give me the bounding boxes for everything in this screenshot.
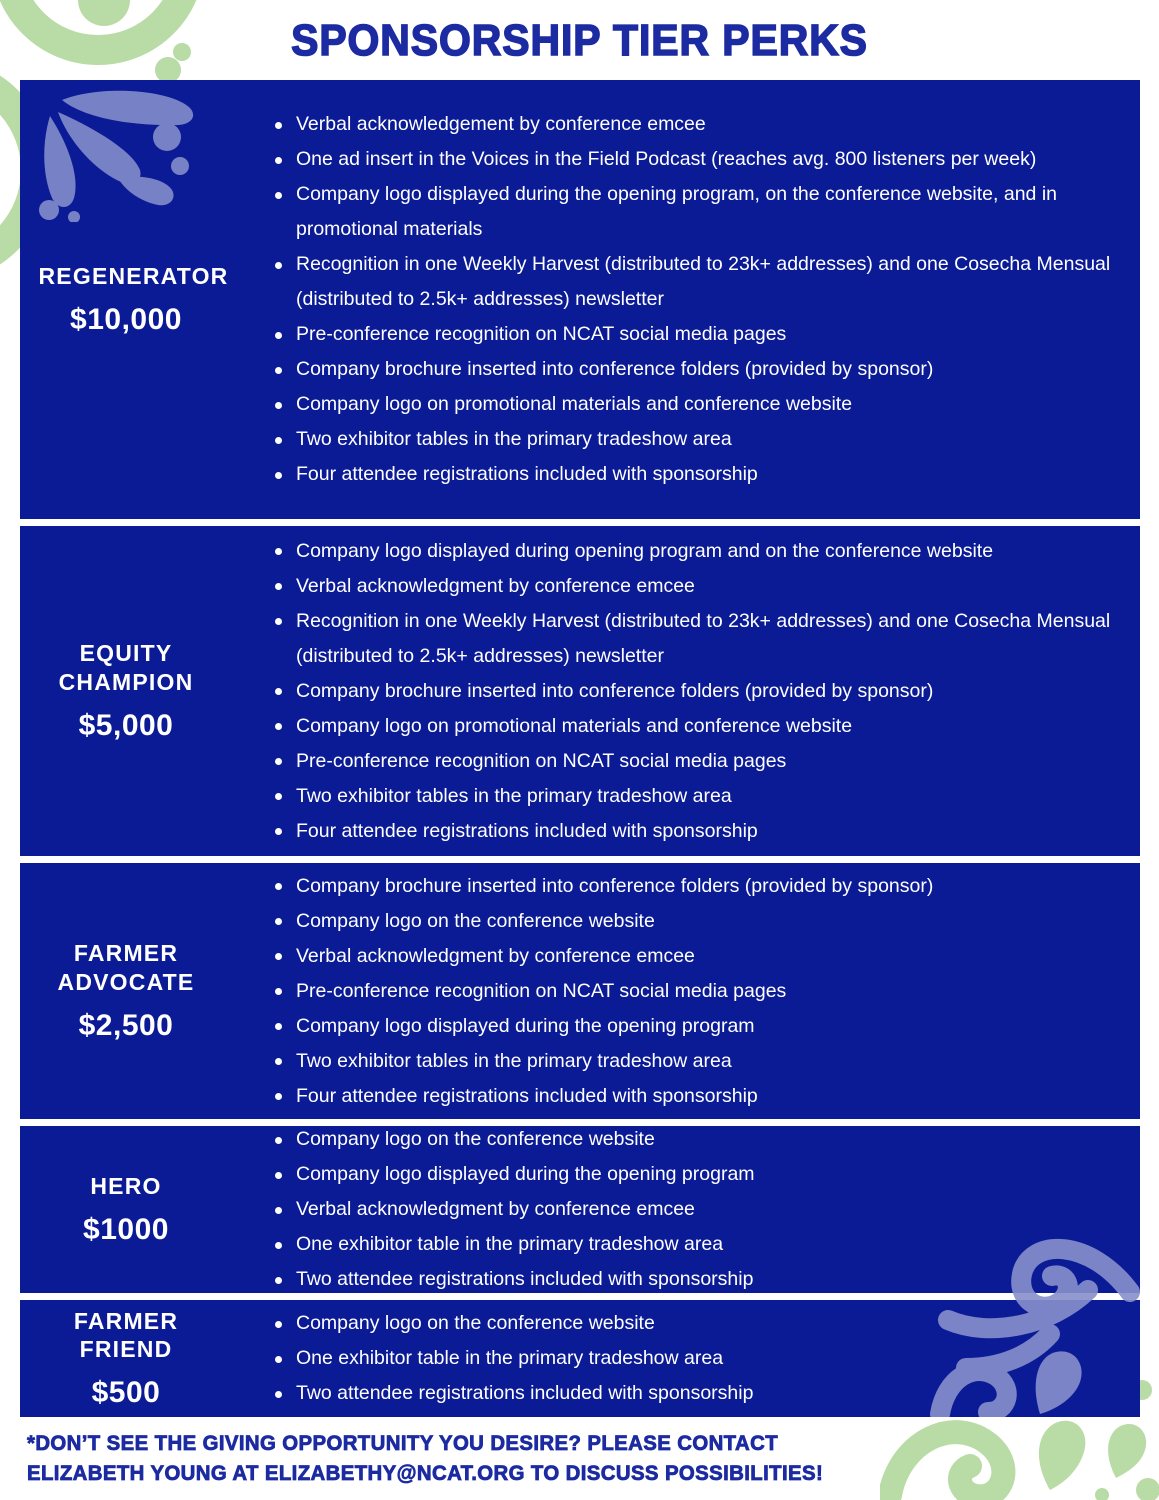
tier-row-hero: [20, 1126, 1140, 1293]
perk-item: Verbal acknowledgment by conference emcee: [272, 1192, 1132, 1227]
tier-label: [20, 80, 232, 519]
perk-item: Two exhibitor tables in the primary tradeshow area: [272, 779, 1132, 814]
tier-name: EQUITY CHAMPION: [58, 640, 194, 695]
perk-item: Four attendee registrations included with sponsorship: [272, 1079, 1132, 1114]
sponsorship-tier-table: [20, 80, 1140, 1417]
perk-item: Four attendee registrations included with sponsorship: [272, 814, 1132, 849]
perk-item: Two attendee registrations included with sponsorship: [272, 1376, 1132, 1411]
perk-item: Verbal acknowledgment by conference emcee: [272, 939, 1132, 974]
perk-item: Four attendee registrations included with sponsorship: [272, 457, 1132, 492]
tier-price: $2,500: [78, 1008, 174, 1042]
tier-price: $5,000: [78, 708, 174, 742]
perk-item: One exhibitor table in the primary tradeshow area: [272, 1341, 1132, 1376]
tier-label: [20, 1126, 232, 1293]
perk-item: Company logo displayed during the opening program: [272, 1009, 1132, 1044]
tier-name: FARMER FRIEND: [73, 1307, 179, 1362]
perk-item: Verbal acknowledgment by conference emcee: [272, 569, 1132, 604]
perk-item: Company logo displayed during the opening program, on the conference website, and in promotional materials: [272, 177, 1132, 247]
tier-price: $1000: [83, 1213, 169, 1247]
tier-label: [20, 526, 232, 856]
footer-line-1: *DON’T SEE THE GIVING OPPORTUNITY YOU DESIRE? PLEASE CONTACT: [27, 1432, 779, 1455]
perk-item: Company logo on the conference website: [272, 1306, 1132, 1341]
tier-price: $10,000: [70, 303, 182, 337]
perk-list: [272, 107, 1132, 492]
tier-row-farmer-friend: [20, 1300, 1140, 1417]
perk-list: [272, 1122, 1132, 1297]
page-title: SPONSORSHIP TIER PERKS: [291, 16, 868, 65]
perk-item: Company brochure inserted into conference folders (provided by sponsor): [272, 674, 1132, 709]
footer-line-2: ELIZABETH YOUNG AT ELIZABETHY@NCAT.ORG TO DISCUSS POSSIBILITIES!: [27, 1462, 824, 1485]
tier-label: [20, 1300, 232, 1417]
tier-row-equity-champion: [20, 526, 1140, 856]
perk-item: Recognition in one Weekly Harvest (distributed to 23k+ addresses) and one Cosecha Mensual (distributed to 2.5k+ addresses) newsletter: [272, 247, 1132, 317]
perk-item: Recognition in one Weekly Harvest (distributed to 23k+ addresses) and one Cosecha Mensual (distributed to 2.5k+ addresses) newsletter: [272, 604, 1132, 674]
tier-name: HERO: [90, 1172, 162, 1199]
tier-name: REGENERATOR: [38, 262, 229, 289]
tier-price: $500: [91, 1376, 161, 1410]
perk-item: Company logo on the conference website: [272, 1122, 1132, 1157]
perk-item: Company brochure inserted into conference folders (provided by sponsor): [272, 352, 1132, 387]
perk-item: Pre-conference recognition on NCAT social media pages: [272, 317, 1132, 352]
perk-item: One exhibitor table in the primary tradeshow area: [272, 1227, 1132, 1262]
perk-list: [272, 1306, 1132, 1411]
tier-row-regenerator: [20, 80, 1140, 519]
perk-item: Company logo displayed during the opening program: [272, 1157, 1132, 1192]
tier-perks: [232, 1300, 1140, 1417]
tier-row-farmer-advocate: [20, 863, 1140, 1119]
perk-item: Company logo on the conference website: [272, 904, 1132, 939]
perk-item: One ad insert in the Voices in the Field Podcast (reaches avg. 800 listeners per week): [272, 142, 1132, 177]
perk-item: Verbal acknowledgement by conference emcee: [272, 107, 1132, 142]
perk-item: Two exhibitor tables in the primary tradeshow area: [272, 1044, 1132, 1079]
perk-item: Company logo on promotional materials and conference website: [272, 709, 1132, 744]
perk-item: Company brochure inserted into conference folders (provided by sponsor): [272, 869, 1132, 904]
footer-contact-note: [27, 1429, 823, 1489]
tier-perks: [232, 80, 1140, 519]
tier-perks: [232, 1126, 1140, 1293]
tier-label: [20, 863, 232, 1119]
tier-perks: [232, 863, 1140, 1119]
tier-name: FARMER ADVOCATE: [57, 940, 195, 995]
perk-item: Pre-conference recognition on NCAT social media pages: [272, 744, 1132, 779]
tier-perks: [232, 526, 1140, 856]
perk-item: Two attendee registrations included with sponsorship: [272, 1262, 1132, 1297]
perk-item: Company logo displayed during opening program and on the conference website: [272, 534, 1132, 569]
perk-list: [272, 534, 1132, 849]
perk-item: Pre-conference recognition on NCAT social media pages: [272, 974, 1132, 1009]
perk-item: Two exhibitor tables in the primary tradeshow area: [272, 422, 1132, 457]
perk-item: Company logo on promotional materials and conference website: [272, 387, 1132, 422]
perk-list: [272, 869, 1132, 1114]
